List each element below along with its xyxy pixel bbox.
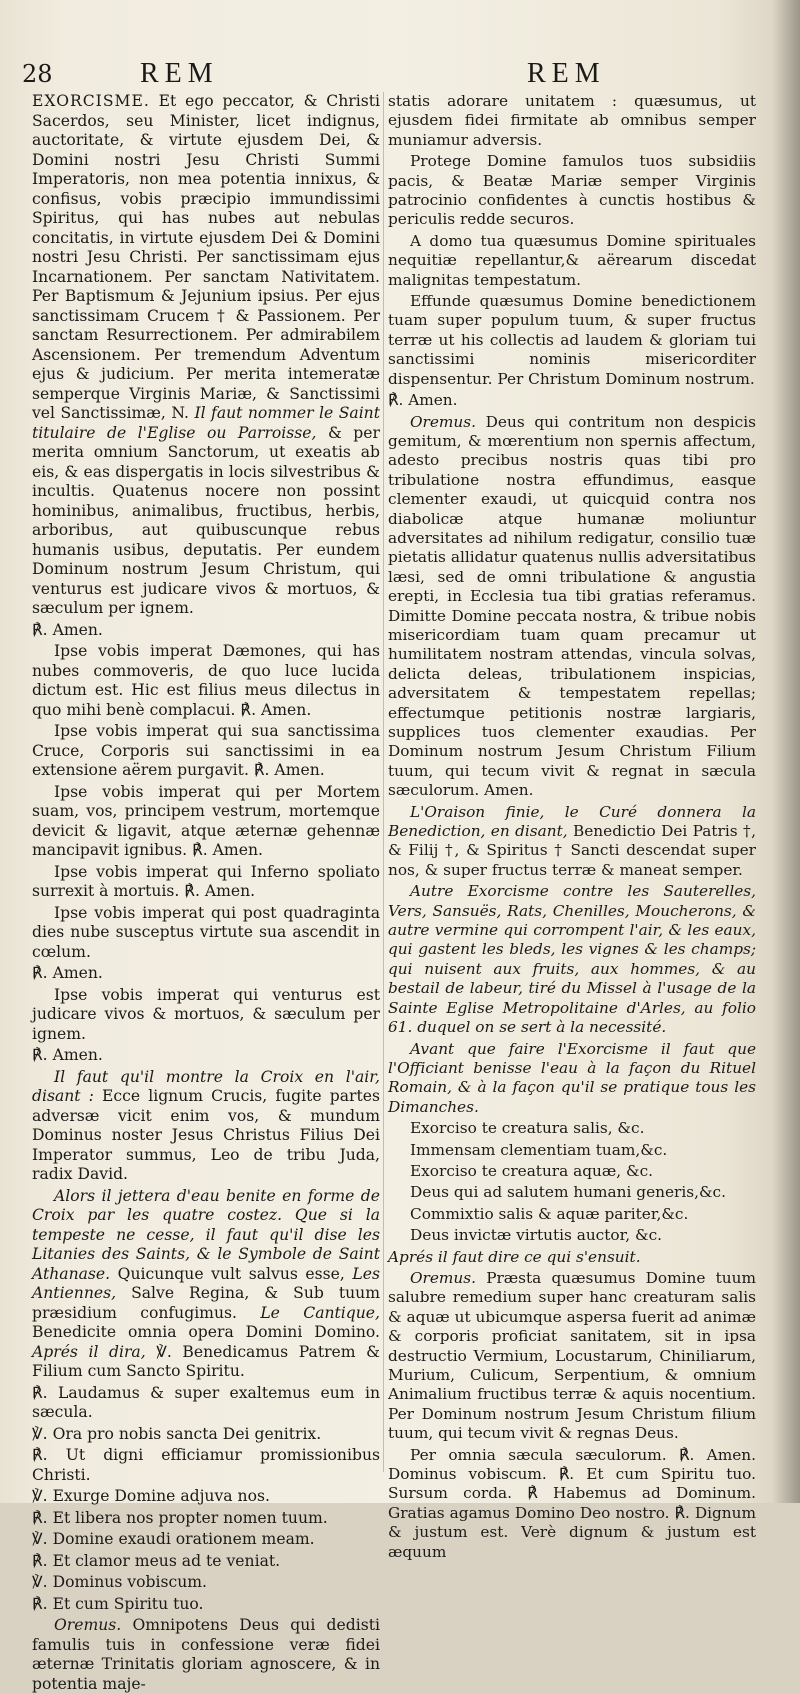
list-item: Deus qui ad salutem humani generis,&c. [410, 1183, 726, 1202]
paragraph: Ipse vobis imperat qui post quadraginta dies nube susceptus virtute sua ascendit in cœlum. [32, 903, 380, 961]
paragraph: Oremus. Præsta quæsumus Domine tuum salubre remedium super hanc creaturam salis & aquæ ut ubicumque aspersa fuerit ad animæ & corporis proficiat sanitatem, sit in ipsa destructio Vermium, Locustarum, Chiniliarum, Murium, Culicum, Serpentium, & omnium Animalium fructibus terræ & aquis nocentium. Per Dominum nostrum Jesum Christum filium tuum, qui tecum vivit & regnas Deus. [388, 1268, 756, 1443]
versicle: ℟. Ut digni efficiamur promissionibus Christi. [32, 1446, 380, 1484]
page-header [22, 58, 760, 94]
response: ℟. Amen. [32, 1046, 103, 1064]
versicle: ℣. Domine exaudi orationem meam. [32, 1530, 315, 1548]
list-item: Immensam clementiam tuam,&c. [410, 1140, 668, 1159]
versicle: ℣. Dominus vobiscum. [32, 1573, 207, 1591]
paragraph: Il faut qu'il montre la Croix en l'air, disant : Ecce lignum Crucis, fugite partes adversæ vicit enim vos, & mundum Dominus noster Jesus Christus Filius Dei Imperator summus, Leo de tribu Juda, radix David. [32, 1067, 380, 1183]
paragraph: statis adorare unitatem : quæsumus, ut ejusdem fidei firmitate ab omnibus semper muniamur adversis. [388, 92, 756, 149]
paragraph: Protege Domine famulos tuos subsidiis pacis, & Beatæ Mariæ semper Virginis patrocinio confidentes à cunctis hostibus & periculis redde securos. [388, 152, 756, 229]
column-divider [383, 92, 384, 1472]
rubric: Autre Exorcisme contre les Sauterelles, Vers, Sansuës, Rats, Chenilles, Moucherons, & autre vermine qui corrompent l'air, & les eaux, qui gastent les bleds, les vignes & les champs; qui nuisent aux fruits, aux hommes, & au bestail de labeur, tiré du Missel à l'usage de la Sainte Eglise Metropolitaine d'Arles, au folio 61. duquel on se sert à la necessité. [388, 882, 756, 1037]
paragraph: Alors il jettera d'eau benite en forme de Croix par les quatre costez. Que si la tempeste ne cesse, il faut qu'il dise les Litanies des Saints, & le Symbole de Saint Athanase. Quicunque vult salvus esse, Les Antiennes, Salve Regina, & Sub tuum præsidium confugimus. Le Cantique, Benedicite omnia opera Domini Domino. Aprés il dira, ℣. Benedicamus Patrem & Filium cum Sancto Spiritu. [32, 1186, 380, 1380]
paragraph: Ipse vobis imperat qui Inferno spoliato surrexit à mortuis. ℟. Amen. [32, 862, 380, 900]
response: ℟. Amen. [32, 964, 103, 982]
left-column [32, 92, 380, 1693]
rubric: Aprés il faut dire ce qui s'ensuit. [388, 1247, 641, 1266]
response: ℟. Amen. [388, 391, 458, 410]
list-item: Commixtio salis & aquæ pariter,&c. [410, 1204, 689, 1223]
running-head-left: REM [140, 58, 219, 89]
paragraph: Ipse vobis imperat qui sua sanctissima Cruce, Corporis sui sanctissimi in ea extensione aërem purgavit. ℟. Amen. [32, 722, 380, 779]
versicle: ℟. Et libera nos propter nomen tuum. [32, 1508, 328, 1527]
list-item: Exorciso te creatura salis, &c. [410, 1119, 645, 1138]
response: ℟. Amen. [32, 620, 103, 639]
paragraph: L'Oraison finie, le Curé donnera la Benediction, en disant, Benedictio Dei Patris †, & Filij †, & Spiritus † Sancti descendat super nos, & super fructus terræ & maneat semper. [388, 802, 757, 879]
list-item: Deus invictæ virtutis auctor, &c. [410, 1226, 663, 1245]
paragraph: Ipse vobis imperat qui per Mortem suam, vos, principem vestrum, mortemque devicit & ligavit, atque æternæ gehennæ mancipavit ignibus. ℟. Amen. [32, 782, 380, 859]
page-edge-shadow [772, 0, 800, 1503]
list-item: Exorciso te creatura aquæ, &c. [410, 1161, 654, 1180]
rubric: Avant que faire l'Exorcisme il faut que l'Officiant benisse l'eau à la façon du Rituel Romain, & à la façon qu'il se pratique tous les Dimanches. [388, 1039, 756, 1116]
paragraph: A domo tua quæsumus Domine spirituales nequitiæ repellantur,& aërearum discedat malignitas tempestatum. [388, 231, 756, 289]
paragraph: Ipse vobis imperat Dæmones, qui has nubes commoveris, de quo luce lucida dictum est. Hic est filius meus dilectus in quo mihi benè complacui. ℟. Amen. [32, 642, 380, 719]
blessing-list [388, 1119, 756, 1245]
right-column [388, 92, 757, 1561]
versicle: ℟. Et clamor meus ad te veniat. [32, 1551, 281, 1570]
running-head-right: REM [527, 58, 606, 89]
entry-heading: EXORCISME. [32, 92, 150, 110]
versicle: ℟. Et cum Spiritu tuo. [32, 1594, 204, 1613]
versicle: ℣. Exurge Domine adjuva nos. [32, 1487, 270, 1505]
exorcism-paragraph: EXORCISME. Et ego peccator, & Christi Sacerdos, seu Minister, licet indignus, auctoritate, & virtute ejusdem Dei, & Domini nostri Jesu Christi Summi Imperatoris, non mea potentia innixus, & confisus, vobis præcipio immundissimi Spiritus, qui has nubes aut nebulas concitatis, in virtute ejusdem Dei & Domini nostri Jesu Christi. Per sanctissimam ejus Incarnationem. Per sanctam Nativitatem. Per Baptismum & Jejunium ipsius. Per ejus sanctissimam Crucem † & Passionem. Per sanctam Resurrectionem. Per admirabilem Ascensionem. Per tremendum Adventum ejus & judicium. Per merita intemeratæ semperque Virginis Mariæ, & Sanctissimi vel Sanctissimæ, N. Il faut nommer le Saint titulaire de l'Eglise ou Parroisse, & per merita omnium Sanctorum, ut exeatis ab eis, & eas dispergatis in locis silvestribus & incultis. Quatenus nocere non possint hominibus, animalibus, fructibus, herbis, arboribus, aut quibuscunque rebus humanis usibus, deputatis. Per eundem Dominum nostrum Jesum Christum, qui venturus est judicare vivos & mortuos, & sæculum per ignem. [32, 92, 380, 617]
versicle: ℣. Ora pro nobis sancta Dei genitrix. [32, 1424, 322, 1443]
paragraph: Oremus. Omnipotens Deus qui dedisti famulis tuis in confessione veræ fidei æternæ Trinitatis gloriam agnoscere, & in potentia maje- [32, 1616, 380, 1693]
paragraph: Per omnia sæcula sæculorum. ℟. Amen. Dominus vobiscum. ℟. Et cum Spiritu tuo. Sursum corda. ℟ Habemus ad Dominum. Gratias agamus Domino Deo nostro. ℟. Dignum & justum est. Verè dignum & justum est æquum [388, 1445, 756, 1561]
paragraph: Effunde quæsumus Domine benedictionem tuam super populum tuum, & super fructus terræ ut his collectis ad laudem & gloriam tui sanctissimi nominis misericorditer dispensentur. Per Christum Dominum nostrum. [388, 292, 756, 388]
paragraph: Ipse vobis imperat qui venturus est judicare vivos & mortuos, & sæculum per ignem. [32, 985, 380, 1043]
page-number: 28 [22, 60, 53, 88]
versicle: ℟. Laudamus & super exaltemus eum in sæcula. [32, 1383, 380, 1421]
paragraph: Oremus. Deus qui contritum non despicis gemitum, & mœrentium non spernis affectum, adesto precibus nostris quas tibi pro tribulatione nostra effundimus, easque clementer exaudi, ut quicquid contra nos diabolicæ atque humanæ moliuntur adversitates ad nihilum redigatur, consilio tuæ pietatis allidatur quatenus nullis adversitatibus læsi, sed de omni tribulatione & angustia erepti, in Ecclesia tua tibi gratias referamus. Dimitte Domine peccata nostra, & tribue nobis misericordiam tuam quam precamur ut humilitatem nostram attendas, vincula solvas, delicta deleas, tribulationem inspicias, adversitatem & tempestatem repellas; effectumque petitionis nostræ largiaris, supplices tuos clementer exaudias. Per Dominum nostrum Jesum Christum Filium tuum, qui tecum vivit & regnat in sæcula sæculorum. Amen. [388, 412, 756, 800]
